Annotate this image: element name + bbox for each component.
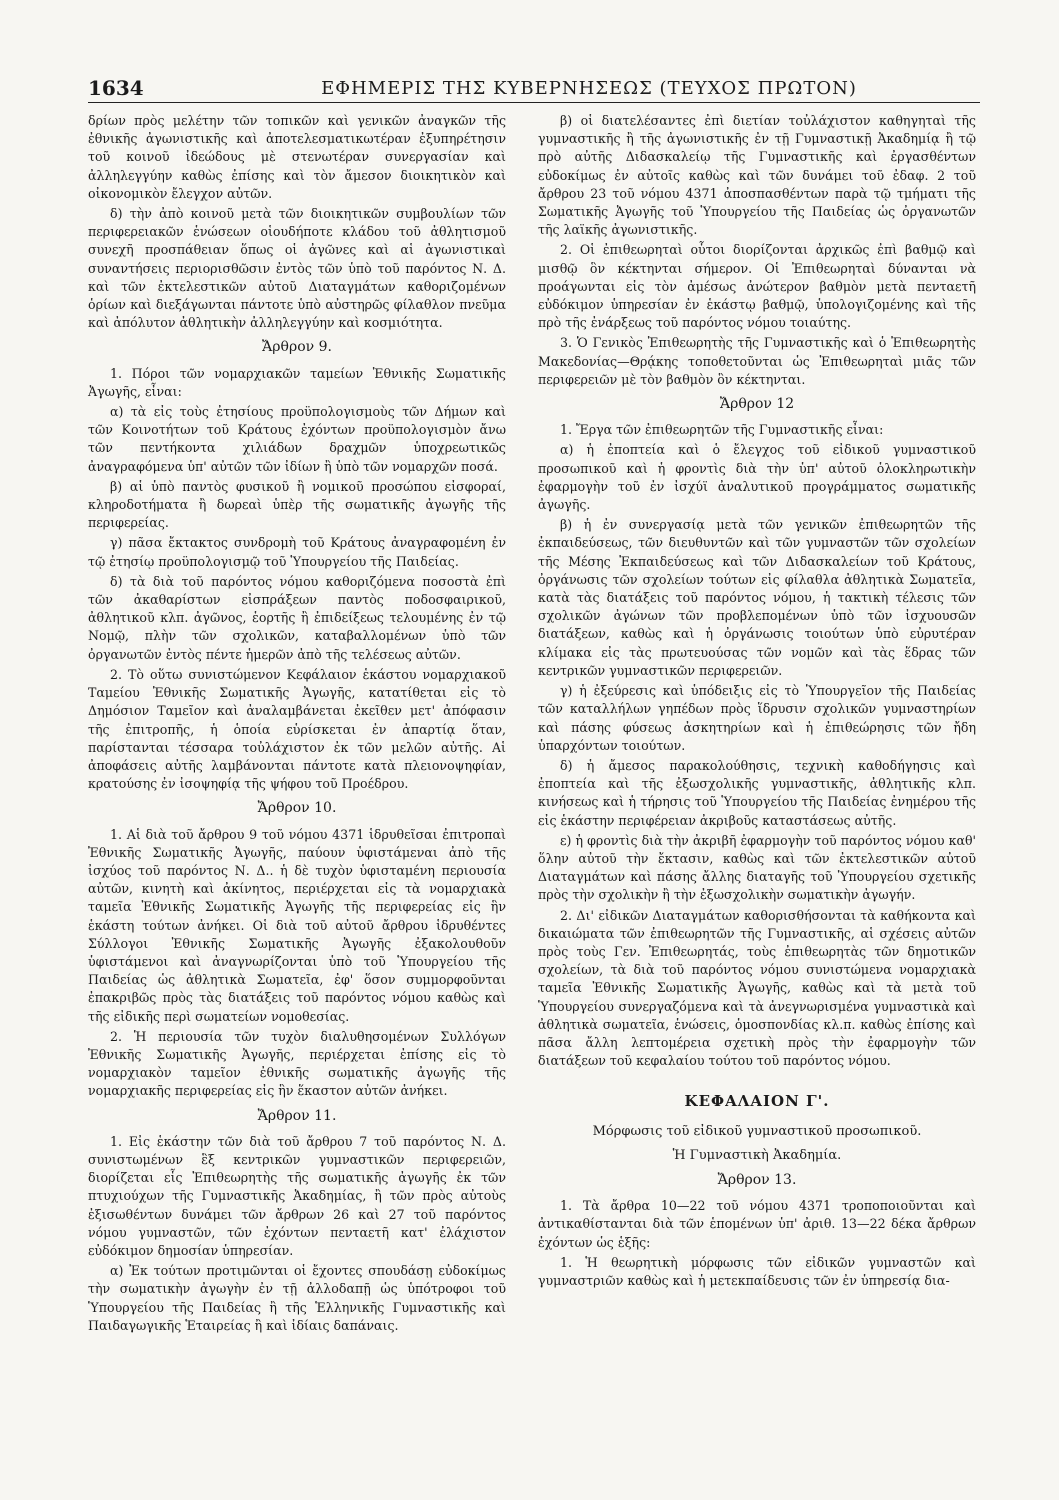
paragraph: δ) τὰ διὰ τοῦ παρόντος νόμου καθοριζόμενα ποσοστὰ ἐπὶ τῶν ἀκαθαρίστων εἰσπράξεων παντὸς ποδοσφαιρικοῦ, ἀθλητικοῦ κλπ. ἀγῶνος, ἑορτῆς ἢ ἐπιδείξεως τελουμένης ἐν τῷ Νομῷ, πλὴν τῶν σχολικῶν, καταβαλλομένων ὑπὸ τῶν ὀργανωτῶν ἐντὸς πέντε ἡμερῶν ἀπὸ τῆς τελέσεως αὐτῶν.: [88, 573, 506, 662]
paragraph: 2. Ἡ περιουσία τῶν τυχὸν διαλυθησομένων Συλλόγων Ἐθνικῆς Σωματικῆς Ἀγωγῆς, περιέρχεται ἐπίσης εἰς τὸ νομαρχιακὸν ταμεῖον ἐθνικῆς σωματικῆς ἀγωγῆς τῆς νομαρχιακῆς περιφερείας εἰς ἣν ἕκαστον αὐτῶν ἀνήκει.: [88, 1028, 506, 1099]
chapter-heading: ΚΕΦΑΛΑΙΟΝ Γ'.: [684, 1092, 830, 1111]
paragraph: 2. Δι' εἰδικῶν Διαταγμάτων καθορισθήσονται τὰ καθήκοντα καὶ δικαιώματα τῶν ἐπιθεωρητῶν τῆς Γυμναστικῆς, αἱ σχέσεις αὐτῶν πρὸς τοὺς Γεν. Ἐπιθεωρητάς, τοὺς ἐπιθεωρητὰς τῶν δημοτικῶν σχολείων, τὰ διὰ τοῦ παρόντος νόμου συνιστώμενα νομαρχιακὰ ταμεῖα Ἐθνικῆς Σωματικῆς Ἀγωγῆς, καθὼς καὶ τὰ μετὰ τοῦ Ὑπουργείου συνεργαζόμενα καὶ τὰ ἀνεγνωρισμένα γυμναστικὰ καὶ ἀθλητικὰ σωματεῖα, ἑνώσεις, ὁμοσπονδίας κλ.π. καθὼς ἐπίσης καὶ πᾶσα ἄλλη λεπτομέρεια σχετικὴ πρὸς τὴν ἐφαρμογὴν τῶν διατάξεων τοῦ κεφαλαίου τούτου τοῦ παρόντος νόμου.: [538, 907, 976, 1069]
paragraph: 1. Τὰ ἄρθρα 10—22 τοῦ νόμου 4371 τροποποιοῦνται καὶ ἀντικαθίστανται διὰ τῶν ἑπομένων ὑπ' ἀριθ. 13—22 δέκα ἄρθρων ἐχόντων ὡς ἑξῆς:: [538, 1198, 976, 1250]
article-heading: Ἄρθρον 9.: [262, 339, 332, 356]
paragraph: γ) ἡ ἐξεύρεσις καὶ ὑπόδειξις εἰς τὸ Ὑπουργεῖον τῆς Παιδείας τῶν καταλλήλων γηπέδων πρὸς ἵδρυσιν σχολικῶν γυμναστηρίων καὶ πάσης φύσεως ἀσκητηρίων καὶ ἡ ἐπιθεώρησις τῶν ἤδη ὑπαρχόντων τοιούτων.: [538, 683, 976, 753]
paragraph: δ) ἡ ἄμεσος παρακολούθησις, τεχνικὴ καθοδήγησις καὶ ἐποπτεία καὶ τῆς ἐξωσχολικῆς γυμναστικῆς, ἀθλητικῆς κλπ. κινήσεως καὶ ἡ τήρησις τοῦ Ὑπουργείου τῆς Παιδείας ἐνημέρου τῆς εἰς ἑκάστην περιφέρειαν ἀκριβοῦς καταστάσεως αὐτῆς.: [538, 757, 976, 828]
paragraph: δρίων πρὸς μελέτην τῶν τοπικῶν καὶ γενικῶν ἀναγκῶν τῆς ἐθνικῆς ἀγωνιστικῆς καὶ ἀποτελεσματικωτέραν ἐξυπηρέτησιν τοῦ κοινοῦ ἰδεώδους μὲ στενωτέραν συνεργασίαν καὶ ἀλληλεγγύην καθὼς ἐπίσης καὶ τὸν ἄμεσον διοικητικὸν καὶ οἰκονομικὸν ἔλεγχον αὐτῶν.: [88, 113, 506, 201]
paragraph: β) αἱ ὑπὸ παντὸς φυσικοῦ ἢ νομικοῦ προσώπου εἰσφοραί, κληροδοτήματα ἢ δωρεαὶ ὑπὲρ τῆς σωματικῆς ἀγωγῆς τῆς περιφερείας.: [88, 478, 506, 531]
paragraph: 1. Αἱ διὰ τοῦ ἄρθρου 9 τοῦ νόμου 4371 ἱδρυθεῖσαι ἐπιτροπαὶ Ἐθνικῆς Σωματικῆς Ἀγωγῆς, παύουν ὑφιστάμεναι ἀπὸ τῆς ἰσχύος τοῦ παρόντος Ν. Δ.. ἡ δὲ τυχὸν ὑφισταμένη περιουσία αὐτῶν, κινητὴ καὶ ἀκίνητος, περιέρχεται εἰς τὰ νομαρχιακὰ ταμεῖα Ἐθνικῆς Σωματικῆς Ἀγωγῆς τῆς περιφερείας εἰς ἣν ἑκάστη τούτων ἀνήκει. Οἱ διὰ τοῦ αὐτοῦ ἄρθρου ἱδρυθέντες Σύλλογοι Ἐθνικῆς Σωματικῆς Ἀγωγῆς ἐξακολουθοῦν ὑφιστάμενοι καὶ ἀναγνωρίζονται ὑπὸ τοῦ Ὑπουργείου τῆς Παιδείας ὡς ἀθλητικὰ Σωματεῖα, ἐφ' ὅσον συμμορφοῦνται ἐπακριβῶς πρὸς τὰς διατάξεις τοῦ παρόντος νόμου καθὼς καὶ τῆς εἰδικῆς περὶ σωματείων νομοθεσίας.: [88, 826, 506, 1024]
paragraph: β) οἱ διατελέσαντες ἐπὶ διετίαν τοὐλάχιστον καθηγηταὶ τῆς γυμναστικῆς ἢ τῆς ἀγωνιστικῆς ἐν τῇ Γυμναστικῇ Ἀκαδημίᾳ ἢ τῷ πρὸ αὐτῆς Διδασκαλείῳ τῆς Γυμναστικῆς καὶ ἐργασθέντων εὐδοκίμως ἐν αὐτοῖς καθὼς καὶ τῶν δυνάμει τοῦ ἐδαφ. 2 τοῦ ἄρθρου 23 τοῦ νόμου 4371 ἀποσπασθέντων παρὰ τῷ τμήματι τῆς Σωματικῆς Ἀγωγῆς τοῦ Ὑπουργείου τῆς Παιδείας ὡς ὀργανωτῶν τῆς λαϊκῆς ἀγωνιστικῆς.: [538, 113, 976, 238]
chapter-subtitle: Μόρφωσις τοῦ εἰδικοῦ γυμναστικοῦ προσωπικοῦ.: [592, 1123, 922, 1139]
paragraph: α) Ἐκ τούτων προτιμῶνται οἱ ἔχοντες σπουδάσῃ εὐδοκίμως τὴν σωματικὴν ἀγωγὴν ἐν τῇ ἀλλοδαπῇ ὡς ὑπότροφοι τοῦ Ὑπουργείου τῆς Παιδείας ἢ τῆς Ἑλληνικῆς Γυμναστικῆς καὶ Παιδαγωγικῆς Ἑταιρείας ἢ καὶ ἰδίαις δαπάναις.: [88, 1263, 506, 1333]
paragraph: 1. Ἔργα τῶν ἐπιθεωρητῶν τῆς Γυμναστικῆς εἶναι:: [560, 422, 884, 438]
paragraph: 3. Ὁ Γενικὸς Ἐπιθεωρητὴς τῆς Γυμναστικῆς καὶ ὁ Ἐπιθεωρητὴς Μακεδονίας—Θρᾴκης τοποθετοῦνται ὡς Ἐπιθεωρηταὶ μιᾶς τῶν περιφερειῶν μὲ τὸν βαθμὸν ὃν κέκτηνται.: [538, 335, 976, 387]
section-title: Ἡ Γυμναστικὴ Ἀκαδημία.: [672, 1147, 842, 1163]
article-heading: Ἄρθρον 12: [719, 396, 795, 413]
paragraph: 1. Πόροι τῶν νομαρχιακῶν ταμείων Ἐθνικῆς Σωματικῆς Ἀγωγῆς, εἶναι:: [88, 365, 506, 399]
paragraph: γ) πᾶσα ἔκτακτος συνδρομὴ τοῦ Κράτους ἀναγραφομένη ἐν τῷ ἐτησίῳ προϋπολογισμῷ τοῦ Ὑπουργείου τῆς Παιδείας.: [88, 535, 506, 569]
paragraph: 2. Τὸ οὕτω συνιστώμενον Κεφάλαιον ἑκάστου νομαρχιακοῦ Ταμείου Ἐθνικῆς Σωματικῆς Ἀγωγῆς, κατατίθεται εἰς τὸ Δημόσιον Ταμεῖον καὶ ἀναλαμβάνεται ἐκεῖθεν μετ' ἀπόφασιν τῆς ἐπιτροπῆς, ἡ ὁποία εὑρίσκεται ἐν ἀπαρτίᾳ ὅταν, παρίστανται τέσσαρα τοὐλάχιστον ἐκ τῶν μελῶν αὐτῆς. Αἱ ἀποφάσεις αὐτῆς λαμβάνονται πάντοτε κατὰ πλειονοψηφίαν, κρατούσης ἐν ἰσοψηφίᾳ τῆς ψήφου τοῦ Προέδρου.: [88, 666, 506, 792]
article-heading: Ἄρθρον 10.: [257, 800, 337, 817]
paragraph: 1. Ἡ θεωρητικὴ μόρφωσις τῶν εἰδικῶν γυμναστῶν καὶ γυμναστριῶν καθὼς καὶ ἡ μετεκπαίδευσις τῶν ἐν ὑπηρεσίᾳ δια-: [538, 1254, 976, 1288]
paragraph: 1. Εἰς ἑκάστην τῶν διὰ τοῦ ἄρθρου 7 τοῦ παρόντος Ν. Δ. συνιστωμένων ἓξ κεντρικῶν γυμναστικῶν περιφερειῶν, διορίζεται εἷς Ἐπιθεωρητὴς τῆς σωματικῆς ἀγωγῆς ἐκ τῶν πτυχιούχων τῆς Γυμναστικῆς Ἀκαδημίας, ἢ τῶν πρὸς αὐτοὺς ἐξισωθέντων δυνάμει τῶν ἄρθρων 26 καὶ 27 τοῦ παρόντος νόμου γυμναστῶν, τῶν ἐχόντων πενταετῆ κατ' ἐλάχιστον εὐδόκιμον δημοσίαν ὑπηρεσίαν.: [88, 1133, 506, 1258]
article-heading: Ἄρθρον 13.: [717, 1171, 797, 1188]
paragraph: 2. Οἱ ἐπιθεωρηταὶ οὗτοι διορίζονται ἀρχικῶς ἐπὶ βαθμῷ καὶ μισθῷ ὃν κέκτηνται σήμερον. Οἱ Ἐπιθεωρηταὶ δύνανται νὰ προάγωνται εἰς τὸν ἀμέσως ἀνώτερον βαθμὸν μετὰ πενταετῆ εὐδόκιμον ὑπηρεσίαν ἐν ἑκάστῳ βαθμῷ, ὑπολογιζομένης καὶ τῆς πρὸ τῆς ἐνάρξεως τοῦ παρόντος νόμου τοιαύτης.: [538, 242, 976, 331]
left-column: [88, 112, 506, 1337]
paragraph: α) ἡ ἐποπτεία καὶ ὁ ἔλεγχος τοῦ εἰδικοῦ γυμναστικοῦ προσωπικοῦ καὶ ἡ φροντὶς διὰ τὴν ὑπ' αὐτοῦ ὁλοκληρωτικὴν ἐφαρμογὴν τοῦ ἐν ἰσχύϊ ἀναλυτικοῦ προγράμματος σωματικῆς ἀγωγῆς.: [538, 442, 976, 513]
paragraph: β) ἡ ἐν συνεργασίᾳ μετὰ τῶν γενικῶν ἐπιθεωρητῶν τῆς ἐκπαιδεύσεως, τῶν διευθυντῶν καὶ τῶν γυμναστῶν τῶν σχολείων τῆς Μέσης Ἐκπαιδεύσεως καὶ τῶν Διδασκαλείων τοῦ Κράτους, ὀργάνωσις τῶν σχολείων τούτων εἰς φίλαθλα ἀθλητικὰ Σωματεῖα, κατὰ τὰς διατάξεις τοῦ παρόντος νόμου, ἡ τακτικὴ τέλεσις τῶν σχολικῶν ἀγώνων τῶν προβλεπομένων ὑπὸ τῶν ἰσχυουσῶν διατάξεων, καθὼς καὶ ἡ ὀργάνωσις τοιούτων ὑπὸ εὐρυτέραν κλίμακα εἰς τὰς πρωτευούσας τῶν νομῶν καὶ τὰς ἕδρας τῶν κεντρικῶν γυμναστικῶν περιφερειῶν.: [538, 517, 976, 678]
paragraph: α) τὰ εἰς τοὺς ἐτησίους προϋπολογισμοὺς τῶν Δήμων καὶ τῶν Κοινοτήτων τοῦ Κράτους ἐχόντων προϋπολογισμὸν ἄνω τῶν πεντήκοντα χιλιάδων δραχμῶν ὑποχρεωτικῶς ἀναγραφόμενα ὑπ' αὐτῶν τῶν ἰδίων ἢ ὑπὸ τῶν νομαρχῶν ποσά.: [88, 404, 506, 474]
page-number: 1634: [88, 76, 144, 100]
gazette-title: ΕΦΗΜΕΡΙΣ ΤΗΣ ΚΥΒΕΡΝΗΣΕΩΣ (ΤΕΥΧΟΣ ΠΡΩΤΟΝ): [321, 78, 857, 99]
paragraph: δ) τὴν ἀπὸ κοινοῦ μετὰ τῶν διοικητικῶν συμβουλίων τῶν περιφερειακῶν ἑνώσεων οἱουδήποτε κλάδου τοῦ ἀθλητισμοῦ συνεχῆ προσπάθειαν ὅπως οἱ ἀγῶνες καὶ αἱ ἀγωνιστικαὶ συναντήσεις περιορισθῶσιν ἐντὸς τῶν ὑπὸ τοῦ παρόντος Ν. Δ. καὶ τῶν ἐκτελεστικῶν αὐτοῦ Διαταγμάτων καθοριζομένων ὁρίων καὶ διεξάγωνται πάντοτε ὑπὸ αὐστηρῶς φίλαθλον πνεῦμα καὶ ἀπόλυτον ἀθλητικὴν ἀλληλεγγύην καὶ κοσμιότητα.: [88, 206, 506, 331]
right-column: [538, 112, 976, 1292]
running-header: [88, 76, 980, 103]
article-heading: Ἄρθρον 11.: [257, 1107, 337, 1124]
paragraph: ε) ἡ φροντὶς διὰ τὴν ἀκριβῆ ἐφαρμογὴν τοῦ παρόντος νόμου καθ' ὅλην αὐτοῦ τὴν ἔκτασιν, καθὼς καὶ τῶν ἐκτελεστικῶν αὐτοῦ Διαταγμάτων καὶ πάσης ἄλλης διαταγῆς τοῦ Ὑπουργείου σχετικῆς πρὸς τὴν σχολικὴν ἢ τὴν ἐξωσχολικὴν σωματικὴν ἀγωγήν.: [538, 832, 976, 903]
